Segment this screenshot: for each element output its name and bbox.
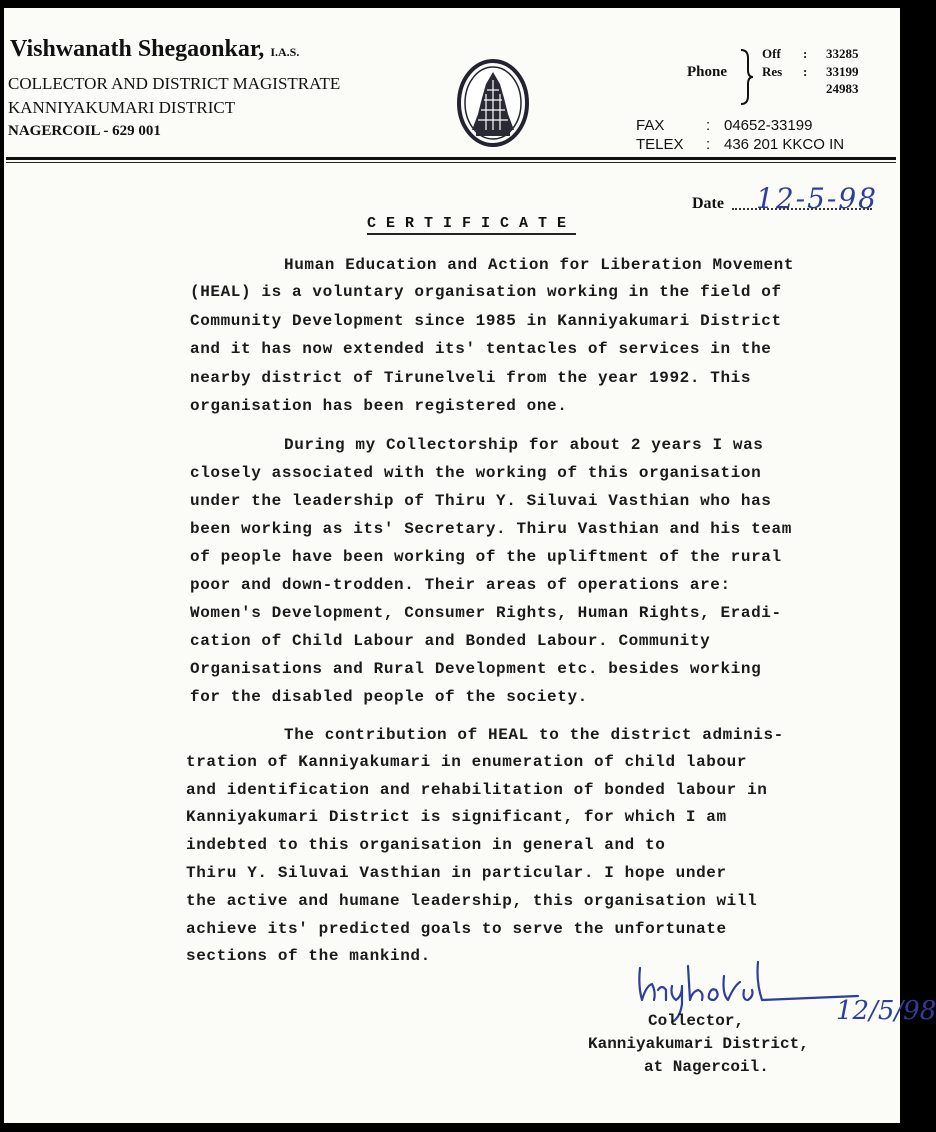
letterhead-rule-thin (6, 162, 896, 163)
sender-name-text: Vishwanath Shegaonkar, (10, 36, 265, 62)
paragraph-line: of people have been working of the upliftment of the rural (190, 548, 782, 566)
phone-res-value-1: 33199 (826, 64, 859, 79)
letterhead-rule (6, 157, 896, 160)
paragraph-line: the active and humane leadership, this organisation will (186, 892, 758, 910)
paragraph-line: been working as its' Secretary. Thiru Vasthian and his team (190, 520, 792, 538)
telex-label: TELEX (636, 136, 684, 153)
phone-off-label: Off (762, 46, 781, 61)
phone-off-value: 33285 (826, 46, 859, 61)
fax-value: 04652-33199 (724, 117, 813, 134)
brace-icon (738, 48, 754, 106)
telex-value: 436 201 KKCO IN (724, 136, 845, 153)
phone-label: Phone (687, 64, 728, 80)
sender-name-suffix: I.A.S. (270, 45, 300, 59)
signatory-title: Collector, (648, 1012, 745, 1030)
paragraph-line: indebted to this organisation in general and to (186, 836, 666, 854)
paragraph-line: cation of Child Labour and Bonded Labour. Community (190, 632, 711, 650)
sender-designation: COLLECTOR AND DISTRICT MAGISTRATE (8, 74, 341, 93)
sender-name (10, 36, 299, 63)
telex-colon: : (706, 136, 711, 153)
signatory-district: Kanniyakumari District, (588, 1035, 809, 1053)
paragraph-line: organisation has been registered one. (190, 397, 568, 415)
paragraph-line: poor and down-trodden. Their areas of operations are: (190, 576, 731, 594)
paragraph-line: Kanniyakumari District is significant, for which I am (186, 808, 727, 826)
paragraph-line: and it has now extended its' tentacles of services in the (190, 340, 772, 358)
phone-off-colon: : (803, 46, 808, 61)
date-value: 12-5-98 (756, 182, 878, 215)
paragraph-line: Human Education and Action for Liberation Movement (284, 256, 795, 274)
phone-res-label: Res (762, 64, 783, 79)
paragraph-line: Community Development since 1985 in Kanniyakumari District (190, 312, 782, 330)
date-label: Date (692, 195, 724, 212)
state-emblem-icon (456, 58, 530, 148)
certificate-title: CERTIFICATE (367, 215, 576, 235)
phone-res-value-2: 24983 (826, 81, 859, 96)
paragraph-line: Women's Development, Consumer Rights, Human Rights, Eradi- (190, 604, 782, 622)
paragraph-line: During my Collectorship for about 2 years I was (284, 436, 764, 454)
paragraph-line: closely associated with the working of this organisation (190, 464, 762, 482)
sender-district: KANNIYAKUMARI DISTRICT (8, 98, 236, 117)
paragraph-line: Organisations and Rural Development etc. besides working (190, 660, 762, 678)
signatory-place: at Nagercoil. (644, 1058, 769, 1076)
paragraph-line: for the disabled people of the society. (190, 688, 588, 706)
sender-address: NAGERCOIL - 629 001 (8, 123, 161, 139)
paragraph-line: (HEAL) is a voluntary organisation working in the field of (190, 283, 782, 301)
phone-res-colon: : (803, 64, 808, 79)
paragraph-line: tration of Kanniyakumari in enumeration of child labour (186, 753, 748, 771)
paragraph-line: Thiru Y. Siluvai Vasthian in particular. I hope under (186, 864, 727, 882)
fax-colon: : (706, 117, 711, 134)
paragraph-line: under the leadership of Thiru Y. Siluvai Vasthian who has (190, 492, 772, 510)
fax-label: FAX (636, 117, 665, 134)
certificate-page (4, 8, 936, 1123)
paragraph-line: and identification and rehabilitation of bonded labour in (186, 781, 768, 799)
paragraph-line: The contribution of HEAL to the district adminis- (284, 726, 784, 744)
paragraph-line: achieve its' predicted goals to serve the unfortunate (186, 920, 727, 938)
paragraph-line: nearby district of Tirunelveli from the year 1992. This (190, 369, 752, 387)
paragraph-line: sections of the mankind. (186, 947, 431, 965)
signature-date: 12/5/98 (836, 996, 936, 1026)
